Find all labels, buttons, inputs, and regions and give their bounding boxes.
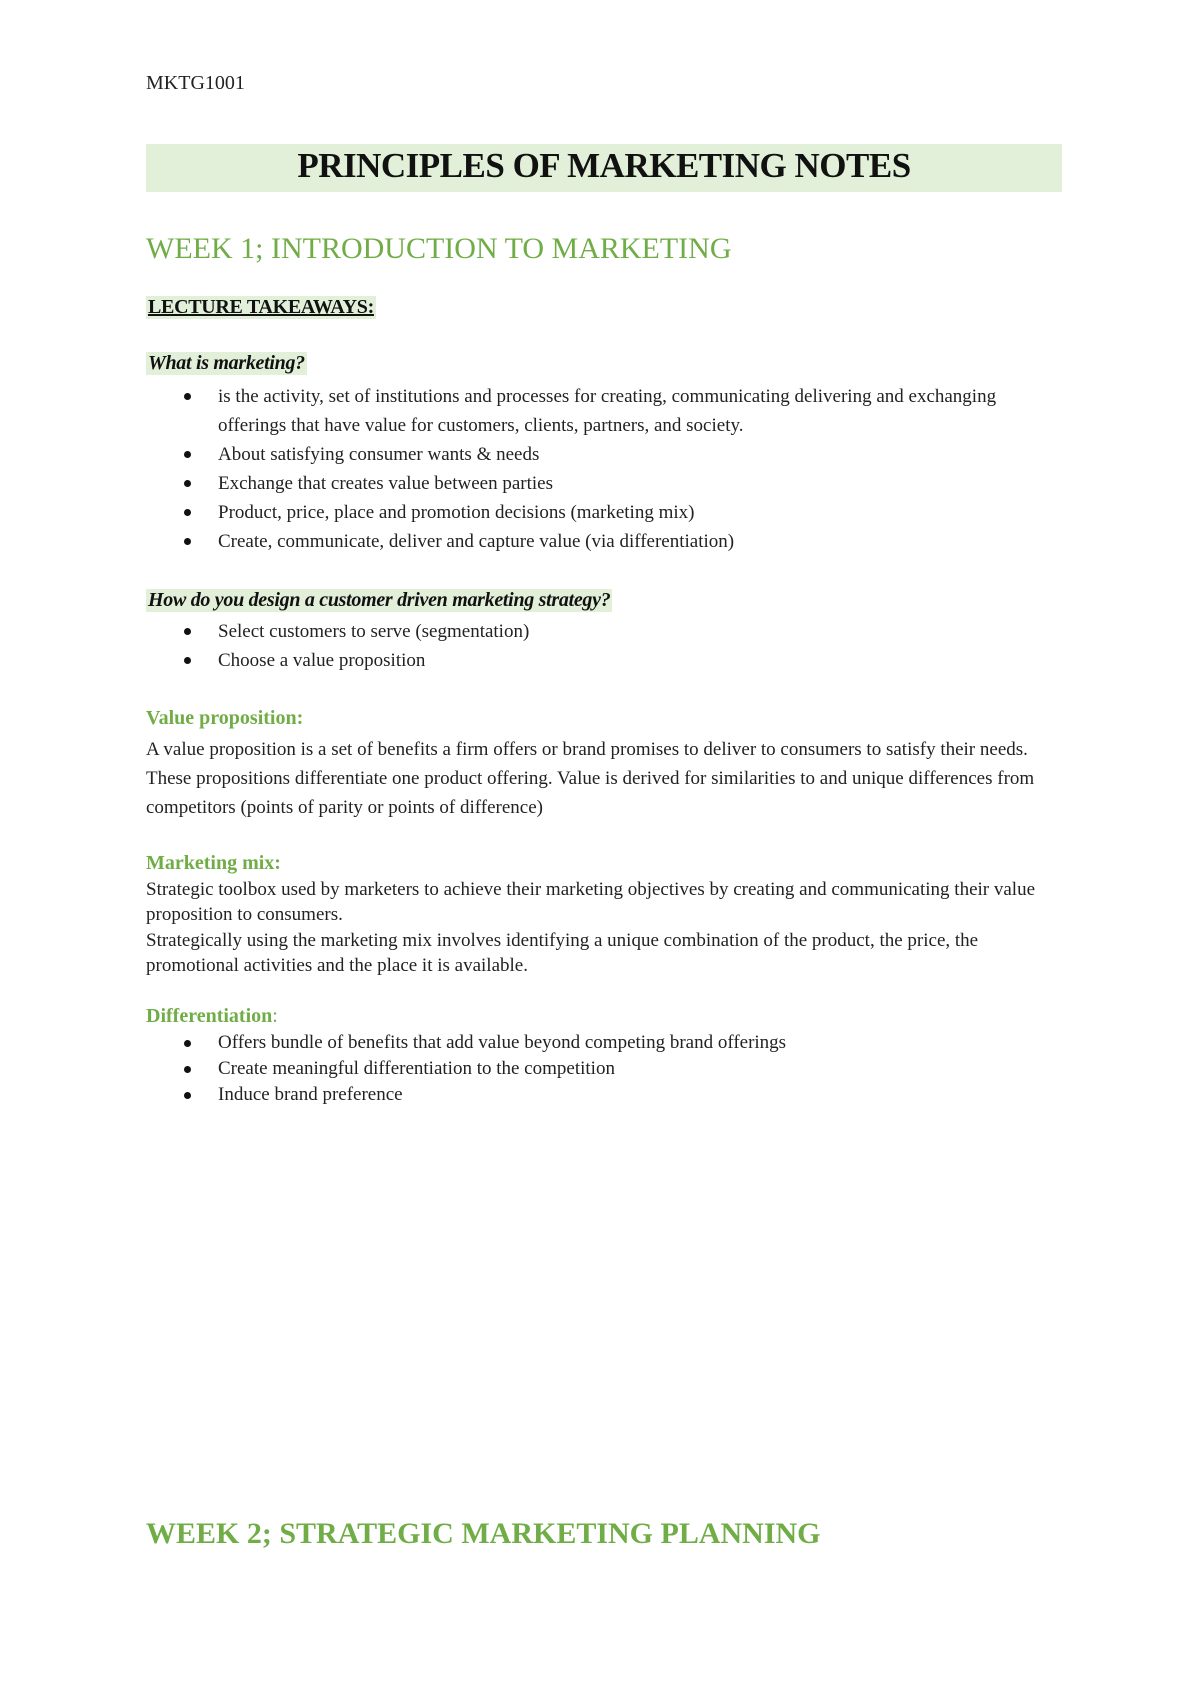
list-item: Choose a value proposition (180, 646, 1040, 675)
differentiation-heading: Differentiation: (146, 1005, 278, 1027)
list-item: Product, price, place and promotion decisions (marketing mix) (180, 498, 1040, 527)
differentiation-list (180, 1030, 1040, 1108)
bullet-icon (184, 393, 191, 400)
document-title: PRINCIPLES OF MARKETING NOTES (297, 146, 911, 185)
value-proposition-text: A value proposition is a set of benefits a firm offers or brand promises to deliver to consumers to satisfy their needs. These propositions differentiate one product offering. Value is derived for similarities to and unique differences from competitors (points of parity or points of difference) (146, 739, 1035, 818)
list-item: Create meaningful differentiation to the competition (180, 1056, 1040, 1082)
lecture-takeaways-heading: LECTURE TAKEAWAYS: (148, 296, 374, 318)
list-item: Offers bundle of benefits that add value beyond competing brand offerings (180, 1030, 1040, 1056)
bullet-icon (184, 451, 191, 458)
strategy-list (180, 617, 1040, 675)
marketing-mix-text-2: Strategically using the marketing mix involves identifying a unique combination of the product, the price, the promotional activities and the place it is available. (146, 930, 979, 976)
bullet-icon (184, 538, 191, 545)
course-code: MKTG1001 (146, 72, 245, 94)
bullet-icon (184, 1066, 191, 1073)
what-is-marketing-list (180, 382, 1040, 556)
list-item: Create, communicate, deliver and capture value (via differentiation) (180, 527, 1040, 556)
what-is-marketing-question: What is marketing? (148, 352, 305, 374)
week2-heading: WEEK 2; STRATEGIC MARKETING PLANNING (146, 1517, 821, 1550)
bullet-icon (184, 1092, 191, 1099)
bullet-icon (184, 628, 191, 635)
value-proposition-heading: Value proposition: (146, 707, 304, 729)
bullet-icon (184, 1040, 191, 1047)
strategy-question: How do you design a customer driven marketing strategy? (148, 589, 611, 611)
bullet-icon (184, 480, 191, 487)
list-item: Induce brand preference (180, 1082, 1040, 1108)
week1-heading: WEEK 1; INTRODUCTION TO MARKETING (146, 232, 732, 265)
list-item: About satisfying consumer wants & needs (180, 440, 1040, 469)
marketing-mix-text-1: Strategic toolbox used by marketers to achieve their marketing objectives by creating and communicating their value proposition to consumers. (146, 879, 1036, 925)
bullet-icon (184, 509, 191, 516)
list-item: Exchange that creates value between parties (180, 469, 1040, 498)
marketing-mix-heading: Marketing mix: (146, 852, 281, 874)
bullet-icon (184, 657, 191, 664)
list-item: Select customers to serve (segmentation) (180, 617, 1040, 646)
list-item: is the activity, set of institutions and processes for creating, communicating delivering and exchanging offerings that have value for customers, clients, partners, and society. (180, 382, 1040, 440)
